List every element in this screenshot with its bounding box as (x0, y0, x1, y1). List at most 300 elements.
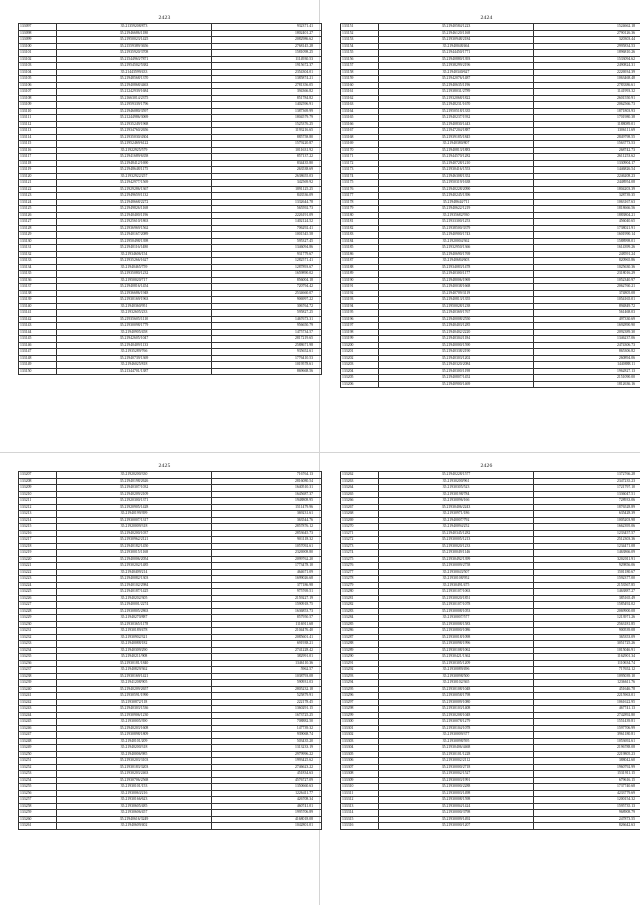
reference-code-cell: 35.21930203/2463 (57, 771, 212, 778)
reference-code-cell: 35.21940300/1198 (379, 368, 534, 375)
record-id-cell: 133209 (19, 485, 57, 492)
reference-code-cell: 35.21344701/1387 (57, 368, 212, 375)
amount-cell: 2588671.98 (212, 342, 322, 349)
amount-cell: 1015046.91 (534, 647, 640, 654)
reference-code-cell: 35.21940380/807 (379, 141, 534, 148)
reference-code-cell: 35.21940200/318 (57, 745, 212, 752)
quadrant-title: 2426 (480, 463, 493, 469)
amount-cell: 2638655.03 (212, 173, 322, 180)
reference-code-cell: 35.21946025/818 (57, 362, 212, 369)
amount-cell: 1590918.75 (212, 602, 322, 609)
record-id-cell: 133179 (341, 206, 379, 213)
quadrant-title: 2423 (158, 15, 171, 21)
reference-code-cell: 35.21930202/1485 (57, 563, 212, 570)
amount-cell: 1346094.86 (212, 245, 322, 252)
record-id-cell: 133132 (19, 251, 57, 258)
amount-cell: 1738021.91 (534, 225, 640, 232)
record-id-cell: 133113 (19, 128, 57, 135)
record-id-cell: 133244 (19, 712, 57, 719)
amount-cell: 1141993.32 (534, 89, 640, 96)
amount-cell: 2153567.85 (534, 582, 640, 589)
reference-code-cell: 35.21930098/1996 (379, 641, 534, 648)
reference-code-cell: 35.21930002/1527 (379, 771, 534, 778)
reference-code-cell: 35.21940203/1608 (57, 725, 212, 732)
amount-cell: 595827.25 (212, 310, 322, 317)
reference-code-cell: 35.21946120/1168 (379, 30, 534, 37)
record-id-cell: 133152 (341, 30, 379, 37)
reference-code-cell: 35.21940270/887 (57, 615, 212, 622)
record-id-cell: 133201 (341, 349, 379, 356)
reference-code-cell: 35.21940202/305 (57, 595, 212, 602)
amount-cell: 716764.13 (212, 472, 322, 479)
reference-code-cell: 35.21940609/402 (57, 823, 212, 830)
reference-code-cell: 35.21940900/1469 (379, 381, 534, 388)
table-quadrant-bottom-right (340, 462, 633, 830)
reference-code-cell: 35.21930591/1990 (57, 693, 212, 700)
amount-cell: 1346237.06 (534, 336, 640, 343)
amount-cell: 2215963.01 (534, 693, 640, 700)
record-id-cell: 133135 (19, 271, 57, 278)
amount-cell: 956650.79 (212, 323, 322, 330)
reference-code-cell: 35.21948644/711 (379, 199, 534, 206)
reference-code-cell: 35.21940209/2109 (57, 491, 212, 498)
amount-cell: 1563773.53 (534, 141, 640, 148)
amount-cell: 147739.32 (212, 725, 322, 732)
record-id-cell: 133257 (19, 797, 57, 804)
amount-cell: 2069900.08 (534, 608, 640, 615)
amount-cell: 2611253.62 (534, 154, 640, 161)
amount-cell: 263538.69 (212, 167, 322, 174)
amount-cell: 1812636.16 (534, 381, 640, 388)
amount-cell: 2226191.09 (212, 212, 322, 219)
reference-code-cell: 35.21940813/1883 (379, 147, 534, 154)
amount-cell: 1804203.39 (534, 186, 640, 193)
record-id-cell: 133307 (341, 764, 379, 771)
record-id-cell: 133303 (341, 738, 379, 745)
record-id-cell: 133278 (341, 576, 379, 583)
amount-cell: 1802401.27 (212, 30, 322, 37)
record-id-cell: 133099 (19, 37, 57, 44)
amount-cell: 1876528.89 (534, 504, 640, 511)
amount-cell: 1402124.52 (212, 219, 322, 226)
amount-cell: 720794.42 (212, 284, 322, 291)
amount-cell: 1585492.02 (534, 602, 640, 609)
reference-code-cell: 35.21930305/1209 (379, 660, 534, 667)
reference-code-cell: 35.21940094/252 (379, 524, 534, 531)
record-id-cell: 133123 (19, 193, 57, 200)
reference-code-cell: 35.21936969/1562 (57, 225, 212, 232)
quadrant-title: 2424 (480, 15, 493, 21)
amount-cell: 1313233.19 (212, 745, 322, 752)
reference-code-cell: 35.21930104/1078 (379, 725, 534, 732)
amount-cell: 2849798.55 (534, 134, 640, 141)
reference-code-cell: 35.21940006/2054 (57, 556, 212, 563)
reference-code-cell: 35.21940187/1425 (57, 589, 212, 596)
record-id-cell: 133148 (19, 355, 57, 362)
reference-code-cell: 35.21940182/1450 (57, 543, 212, 550)
record-id-cell: 133211 (19, 498, 57, 505)
reference-code-cell: 35.21938031/2789 (379, 89, 534, 96)
reference-code-cell: 35.21930004/1424 (379, 803, 534, 810)
record-id-cell: 133181 (341, 219, 379, 226)
reference-code-cell: 35.21930020/1851 (379, 595, 534, 602)
reference-code-cell: 35.21942605/1047 (57, 336, 212, 343)
record-id-cell: 133103 (19, 63, 57, 70)
amount-cell: 382991.01 (212, 654, 322, 661)
record-id-cell: 133182 (341, 225, 379, 232)
reference-code-cell: 35.21940360/951 (57, 303, 212, 310)
amount-cell: 2354304.01 (212, 69, 322, 76)
amount-cell: 1948808.95 (212, 498, 322, 505)
record-id-cell: 133220 (19, 556, 57, 563)
amount-cell: 901118.32 (212, 537, 322, 544)
record-id-cell: 133126 (19, 212, 57, 219)
amount-cell: 1662395.06 (534, 524, 640, 531)
table-quadrant-bottom-left (18, 462, 311, 830)
reference-code-cell: 35.21940245/1396 (379, 193, 534, 200)
record-id-cell: 133277 (341, 569, 379, 576)
reference-code-cell: 35.21920300/1371 (57, 498, 212, 505)
record-id-cell: 133183 (341, 232, 379, 239)
amount-cell: 4168018.08 (212, 816, 322, 823)
reference-code-cell: 35.21940209/2657 (57, 686, 212, 693)
amount-cell: 1063468.48 (534, 76, 640, 83)
reference-code-cell: 35.21940338/2190 (379, 349, 534, 356)
record-id-cell: 133137 (19, 284, 57, 291)
amount-cell: 1446826.54 (534, 167, 640, 174)
reference-code-cell: 35.21920004/362 (379, 238, 534, 245)
reference-code-cell: 35.21930063/216 (57, 790, 212, 797)
amount-cell: 931779.67 (212, 251, 322, 258)
reference-code-cell: 35.21950028/1238 (379, 303, 534, 310)
amount-cell: 2746623.22 (212, 764, 322, 771)
reference-code-cell: 35.21930000/1207 (379, 823, 534, 830)
amount-cell: 1531911.15 (534, 771, 640, 778)
reference-code-cell: 35.21443599/433 (57, 69, 212, 76)
record-id-cell: 133297 (341, 699, 379, 706)
reference-code-cell: 35.21242939/1684 (57, 89, 212, 96)
amount-cell: 374805.08 (534, 290, 640, 297)
record-id-cell: 133163 (341, 102, 379, 109)
reference-code-cell: 35.21940007/792 (379, 517, 534, 524)
record-id-cell: 133204 (341, 368, 379, 375)
reference-code-cell: 35.21949826/1168 (57, 206, 212, 213)
reference-code-cell: 35.21940880/1393 (379, 56, 534, 63)
record-id-cell: 133213 (19, 511, 57, 518)
amount-cell: 894849.72 (534, 303, 640, 310)
reference-code-cell: 35.21930043/507 (379, 569, 534, 576)
amount-cell: 857950.57 (212, 615, 322, 622)
reference-code-cell: 35.21940200/1037 (57, 530, 212, 537)
amount-cell: 2448954.08 (534, 180, 640, 187)
record-id-cell: 133106 (19, 82, 57, 89)
reference-code-cell: 35.21930005/390 (57, 719, 212, 726)
amount-cell: 2159227.19 (212, 595, 322, 602)
amount-cell: 1579220.87 (212, 141, 322, 148)
amount-cell: 1332644.78 (212, 199, 322, 206)
reference-code-cell: 35.21941689/6358 (57, 154, 212, 161)
record-id-cell: 133295 (341, 686, 379, 693)
record-id-cell: 133117 (19, 154, 57, 161)
table-row (19, 368, 322, 375)
reference-code-cell: 35.21948231/1670 (379, 102, 534, 109)
reference-code-cell: 35.21940829/362 (57, 667, 212, 674)
record-id-cell: 133212 (19, 504, 57, 511)
reference-code-cell: 35.21935030/4304 (57, 134, 212, 141)
reference-code-cell: 35.21940001/2274 (57, 602, 212, 609)
record-id-cell: 133274 (341, 550, 379, 557)
amount-cell: 1234471.08 (534, 543, 640, 550)
record-id-cell: 133178 (341, 199, 379, 206)
reference-code-cell: 35.21925610/1863 (57, 219, 212, 226)
record-id-cell: 133256 (19, 790, 57, 797)
amount-cell: 1052340.97 (534, 277, 640, 284)
record-id-cell: 133263 (341, 478, 379, 485)
reference-code-cell: 35.21935682/930 (379, 212, 534, 219)
amount-cell: 975769.51 (212, 589, 322, 596)
record-id-cell: 133191 (341, 284, 379, 291)
amount-cell: 590931.03 (212, 680, 322, 687)
record-id-cell: 133121 (19, 180, 57, 187)
data-table (340, 471, 640, 830)
amount-cell: 1385874.21 (212, 76, 322, 83)
record-id-cell: 133223 (19, 576, 57, 583)
amount-cell: 939068.74 (212, 732, 322, 739)
amount-cell: 388042.60 (534, 758, 640, 765)
reference-code-cell: 35.21930706/2568 (57, 777, 212, 784)
amount-cell: 834435.80 (212, 160, 322, 167)
reference-code-cell: 35.21930169/1963 (57, 297, 212, 304)
record-id-cell: 133234 (19, 647, 57, 654)
record-id-cell: 133192 (341, 290, 379, 297)
reference-code-cell: 35.21934083/1478 (379, 264, 534, 271)
record-id-cell: 133112 (19, 121, 57, 128)
reference-code-cell: 35.21930009/1492 (379, 816, 534, 823)
record-id-cell: 133150 (19, 368, 57, 375)
reference-code-cell: 35.21940303/1536 (57, 706, 212, 713)
record-id-cell: 133128 (19, 225, 57, 232)
amount-cell: 1614399.26 (534, 245, 640, 252)
record-id-cell: 133294 (341, 680, 379, 687)
amount-cell: 1818666.56 (534, 206, 640, 213)
record-id-cell: 133169 (341, 141, 379, 148)
reference-code-cell: 35.21935920/3708 (57, 50, 212, 57)
amount-cell: 691938.21 (212, 641, 322, 648)
record-id-cell: 133199 (341, 336, 379, 343)
reference-code-cell: 35.21944450/1771 (379, 50, 534, 57)
record-id-cell: 133245 (19, 719, 57, 726)
reference-code-cell: 35.21930005/1213 (379, 537, 534, 544)
record-id-cell: 133107 (19, 89, 57, 96)
reference-code-cell: 35.21940300/1177 (379, 271, 534, 278)
reference-code-cell: 35.21938299/2196 (379, 63, 534, 70)
record-id-cell: 133175 (341, 180, 379, 187)
reference-code-cell: 35.21940709/3119 (379, 290, 534, 297)
amount-cell: 247873.55 (534, 816, 640, 823)
amount-cell: 1025630.36 (534, 264, 640, 271)
amount-cell: 820965.86 (534, 258, 640, 265)
reference-code-cell: 35.21930421/1362 (379, 654, 534, 661)
record-id-cell: 133316 (341, 823, 379, 830)
reference-code-cell: 35.21930200/961 (379, 478, 534, 485)
reference-code-cell: 35.21948006/1969 (379, 277, 534, 284)
reference-code-cell: 35.21922925/579 (57, 147, 212, 154)
record-id-cell: 133312 (341, 797, 379, 804)
amount-cell: 426708.34 (212, 797, 322, 804)
reference-code-cell: 35.21929286/1367 (57, 186, 212, 193)
reference-code-cell: 35.21930098/595 (379, 738, 534, 745)
amount-cell: 1336047.51 (534, 491, 640, 498)
reference-code-cell: 35.21941208/905 (57, 680, 212, 687)
amount-cell: 464671.09 (212, 569, 322, 576)
amount-cell: 222178.45 (212, 699, 322, 706)
record-id-cell: 133098 (19, 30, 57, 37)
amount-cell: 1463887.27 (534, 589, 640, 596)
reference-code-cell: 35.21930000/2288 (379, 784, 534, 791)
amount-cell: 706292.41 (212, 225, 322, 232)
record-id-cell: 133285 (341, 621, 379, 628)
reference-code-cell: 35.21935605/1110 (57, 316, 212, 323)
record-id-cell: 133147 (19, 349, 57, 356)
amount-cell: 2512303.36 (534, 537, 640, 544)
amount-cell: 1402596.91 (212, 102, 322, 109)
amount-cell: 1673725.25 (212, 712, 322, 719)
record-id-cell: 133177 (341, 193, 379, 200)
reference-code-cell: 35.21950020/717 (57, 277, 212, 284)
amount-cell: 856004.18 (212, 277, 322, 284)
amount-cell: 843536.09 (212, 193, 322, 200)
reference-code-cell: 35.21949659/1132 (57, 193, 212, 200)
record-id-cell: 133100 (19, 43, 57, 50)
record-id-cell: 133125 (19, 206, 57, 213)
reference-code-cell: 35.21940199/399 (57, 511, 212, 518)
amount-cell: 1360291.15 (212, 706, 322, 713)
amount-cell: 717652.12 (534, 667, 640, 674)
amount-cell: 1699026.68 (212, 576, 322, 583)
table-row (341, 381, 640, 388)
amount-cell: 1883804.21 (534, 212, 640, 219)
amount-cell: 1659890.02 (212, 271, 322, 278)
amount-cell: 2790126.36 (534, 30, 640, 37)
record-id-cell: 133267 (341, 504, 379, 511)
record-id-cell: 133306 (341, 758, 379, 765)
amount-cell: 635428.39 (534, 511, 640, 518)
record-id-cell: 133250 (19, 751, 57, 758)
reference-code-cell: 35.21948668/2272 (57, 199, 212, 206)
record-id-cell: 133249 (19, 745, 57, 752)
reference-code-cell: 35.21930008/1583 (379, 621, 534, 628)
record-id-cell: 133122 (19, 186, 57, 193)
record-id-cell: 133291 (341, 660, 379, 667)
reference-code-cell: 35.21950498/1398 (57, 238, 212, 245)
reference-code-cell: 35.21940000/1590 (379, 342, 534, 349)
reference-code-cell: 35.21932605/233 (57, 310, 212, 317)
reference-code-cell: 35.21930872/118 (57, 699, 212, 706)
record-id-cell: 133145 (19, 336, 57, 343)
record-id-cell: 133198 (341, 329, 379, 336)
record-id-cell: 133189 (341, 271, 379, 278)
record-id-cell: 133227 (19, 602, 57, 609)
record-id-cell: 133119 (19, 167, 57, 174)
amount-cell: 2246208.23 (534, 173, 640, 180)
reference-code-cell: 35.21935080/1232 (57, 271, 212, 278)
record-id-cell: 133298 (341, 706, 379, 713)
record-id-cell: 133255 (19, 784, 57, 791)
amount-cell: 268742.73 (534, 147, 640, 154)
record-id-cell: 133286 (341, 628, 379, 635)
amount-cell: 1776410.53 (212, 355, 322, 362)
reference-code-cell: 35.21930049/1146 (379, 550, 534, 557)
amount-cell: 2563181.85 (534, 621, 640, 628)
record-id-cell: 133190 (341, 277, 379, 284)
amount-cell: 906997.22 (212, 297, 322, 304)
amount-cell: 2326908.80 (212, 550, 322, 557)
record-id-cell: 133200 (341, 342, 379, 349)
record-id-cell: 133226 (19, 595, 57, 602)
record-id-cell: 133109 (19, 102, 57, 109)
amount-cell: 1306111.69 (534, 128, 640, 135)
reference-code-cell: 35.21940403/1285 (379, 323, 534, 330)
amount-cell: 2092389.30 (534, 329, 640, 336)
reference-code-cell: 35.21940400/1196 (57, 212, 212, 219)
reference-code-cell: 35.21930098/1779 (57, 323, 212, 330)
reference-code-cell: 35.21932950/1366 (379, 245, 534, 252)
record-id-cell: 133104 (19, 69, 57, 76)
reference-code-cell: 35.21932922/257 (57, 173, 212, 180)
reference-code-cell: 35.21930003/1991 (379, 777, 534, 784)
record-id-cell: 133269 (341, 517, 379, 524)
record-id-cell: 133281 (341, 595, 379, 602)
reference-code-cell: 35.21935289/766 (57, 349, 212, 356)
record-id-cell: 133102 (19, 56, 57, 63)
amount-cell: 1054165.01 (534, 297, 640, 304)
reference-code-cell: 35.21940690/1769 (379, 251, 534, 258)
amount-cell: 2601550.91 (534, 95, 640, 102)
record-id-cell: 133259 (19, 810, 57, 817)
reference-code-cell: 35.21948648/1175 (57, 167, 212, 174)
record-id-cell: 133154 (341, 43, 379, 50)
reference-code-cell: 35.21359208/873 (57, 24, 212, 31)
amount-cell: 865306.82 (534, 349, 640, 356)
amount-cell: 451646.78 (534, 686, 640, 693)
record-id-cell: 133133 (19, 258, 57, 265)
record-id-cell: 133265 (341, 491, 379, 498)
amount-cell: 2805232.18 (212, 686, 322, 693)
reference-code-cell: 35.21940813/1355 (379, 297, 534, 304)
reference-code-cell: 35.21940307/1032 (57, 485, 212, 492)
record-id-cell: 133302 (341, 732, 379, 739)
record-id-cell: 133230 (19, 621, 57, 628)
record-id-cell: 133215 (19, 524, 57, 531)
amount-cell: 385165.49 (534, 595, 640, 602)
amount-cell: 2104476.40 (212, 628, 322, 635)
record-id-cell: 133308 (341, 771, 379, 778)
reference-code-cell: 35.21938500/3379 (379, 225, 534, 232)
reference-code-cell: 35.21930102/365 (379, 680, 534, 687)
reference-code-cell: 35.21930906/1230 (57, 712, 212, 719)
reference-code-cell: 35.21940102/2984 (57, 582, 212, 589)
record-id-cell: 133287 (341, 634, 379, 641)
amount-cell: 1463866.09 (534, 550, 640, 557)
amount-cell: 460741.01 (212, 803, 322, 810)
record-id-cell: 133116 (19, 147, 57, 154)
amount-cell: 826642.63 (534, 823, 640, 830)
record-id-cell: 133229 (19, 615, 57, 622)
amount-cell: 1601990.14 (534, 232, 640, 239)
record-id-cell: 133205 (341, 375, 379, 382)
reference-code-cell: 35.21930107/1078 (379, 602, 534, 609)
record-id-cell: 133296 (341, 693, 379, 700)
